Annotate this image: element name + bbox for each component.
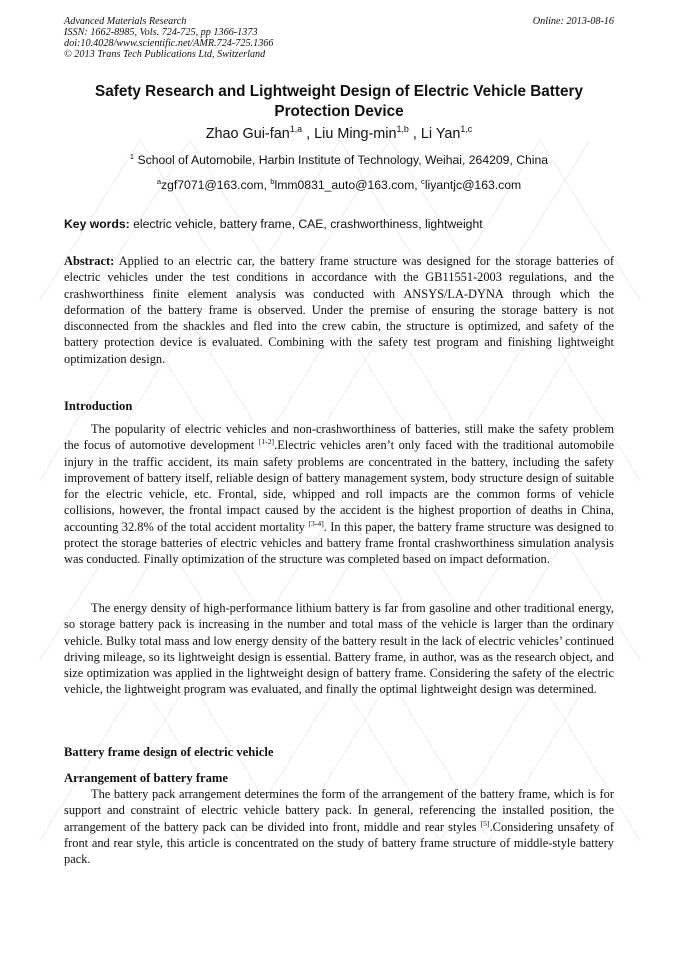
author-list bbox=[64, 125, 614, 143]
title-line-2: Protection Device bbox=[274, 103, 404, 120]
author-affil-sup: 1,c bbox=[460, 124, 473, 135]
email-list bbox=[64, 177, 614, 193]
copyright-line: © 2013 Trans Tech Publications Ltd, Switzerland bbox=[64, 49, 266, 60]
affiliation-sup: 1 bbox=[129, 151, 135, 161]
journal-name: Advanced Materials Research bbox=[64, 16, 187, 27]
keywords bbox=[64, 216, 614, 232]
section-heading-battery-frame-design: Battery frame design of electric vehicle bbox=[64, 745, 274, 759]
abstract-label: Abstract: bbox=[64, 254, 115, 268]
subsection-heading-arrangement: Arrangement of battery frame bbox=[64, 771, 229, 785]
title-line-1: Safety Research and Lightweight Design of Electric Vehicle Battery bbox=[95, 83, 583, 100]
abstract bbox=[64, 253, 614, 367]
affiliation bbox=[64, 152, 614, 168]
affiliation-text: School of Automobile, Harbin Institute of Technology, Weihai, 264209, China bbox=[134, 153, 549, 167]
email-address: liyantjc@163.com bbox=[424, 178, 522, 192]
author-name: Zhao Gui-fan bbox=[205, 126, 290, 142]
email-sup: c bbox=[421, 176, 425, 186]
email-separator: , bbox=[414, 178, 422, 192]
email-address: zgf7071@163.com bbox=[161, 178, 264, 192]
email-sup: a bbox=[156, 176, 162, 186]
citation: [5] bbox=[480, 818, 490, 828]
abstract-text: Applied to an electric car, the battery frame structure was designed for the storage batteries of electric vehicles under the test conditions in accordance with the GB11551-2003 regulations, and the crashworthiness finite element analysis was conducted with ANSYS/LA-DYNA through which the deformation of the battery frame is observed. Under the premise of ensuring the storage battery is not disconnected from the shackles and fled into the crew cabin, the structure is optimized, and safety of the battery protection device is evaluated. Combining with the safety test program and finishing lightweight optimization design. bbox=[64, 254, 614, 366]
paper-title bbox=[64, 82, 614, 122]
introduction-paragraph-2: The energy density of high-performance lithium battery is far from gasoline and other traditional energy, so storage battery pack is increasing in the number and total mass of the vehicle is larger than the ordinary vehicle. Bulky total mass and low energy density of the battery result in the lack of electric vehicles’ continued driving mileage, so its lightweight design is essential. Battery frame, in author, was as the research object, and size optimization was applied in the lightweight design of battery frame. Considering the safety of the electric vehicle, the lightweight program was evaluated, and finally the optimal lightweight design was determined. bbox=[64, 601, 614, 697]
citation: [3-4] bbox=[308, 518, 324, 528]
journal-header bbox=[64, 16, 273, 60]
email-address: lmm0831_auto@163.com bbox=[274, 178, 415, 192]
intro-p1-part-c: . In this paper, the battery frame structure was designed to protect the storage batteries of electric vehicles and battery frame frontal crashworthiness simulation analysis was conducted. Finally optimization of the structure was completed based on impact deformation. bbox=[64, 519, 614, 567]
author-affil-sup: 1,a bbox=[289, 124, 303, 135]
email-separator: , bbox=[263, 178, 271, 192]
section-heading-introduction: Introduction bbox=[64, 399, 133, 413]
keywords-label: Key words: bbox=[64, 217, 130, 231]
author-affil-sup: 1,b bbox=[396, 124, 409, 135]
author-separator: , bbox=[408, 126, 421, 142]
introduction-paragraph-1 bbox=[64, 421, 614, 568]
arrangement-part-a: The battery pack arrangement determines the form of the arrangement of the battery frame, which is for support and constraint of electric vehicle battery pack. In general, referencing the installed position, the arrangement of the battery pack can be divided into front, middle and rear styles bbox=[64, 787, 614, 834]
intro-p1-part-b: .Electric vehicles aren’t only faced with the traditional automobile injury in the traffic accident, its main safety problems are concentrated in the battery, including the safety improvement of battery itself, reliable design of battery management system, body structure design of suitable for the electric vehicle, etc. Frontal, side, whipped and roll impacts are the common forms of vehicle collisions, however, the frontal impact caused by the accident is the highest proportion of deaths in China, accounting 32.8% of the total accident mortality bbox=[64, 438, 614, 534]
intro-p1-part-a: The popularity of electric vehicles and non-crashworthiness of batteries, still make the safety problem the focus of automotive development bbox=[64, 422, 614, 453]
author-separator: , bbox=[302, 126, 315, 142]
arrangement-part-b: .Considering unsafety of front and rear style, this article is concentrated on the study of battery frame structure of middle-style battery pack. bbox=[64, 819, 614, 867]
email-sup: b bbox=[270, 176, 275, 186]
arrangement-paragraph bbox=[64, 786, 614, 867]
keywords-text: electric vehicle, battery frame, CAE, crashworthiness, lightweight bbox=[129, 217, 483, 231]
doi-line: doi:10.4028/www.scientific.net/AMR.724-725.1366 bbox=[64, 38, 274, 49]
issn-line: ISSN: 1662-8985, Vols. 724-725, pp 1366-1373 bbox=[64, 27, 258, 38]
author-name: Li Yan bbox=[420, 126, 461, 142]
author-name: Liu Ming-min bbox=[314, 126, 397, 142]
citation: [1-2] bbox=[258, 437, 275, 447]
online-date: Online: 2013-08-16 bbox=[532, 16, 614, 27]
